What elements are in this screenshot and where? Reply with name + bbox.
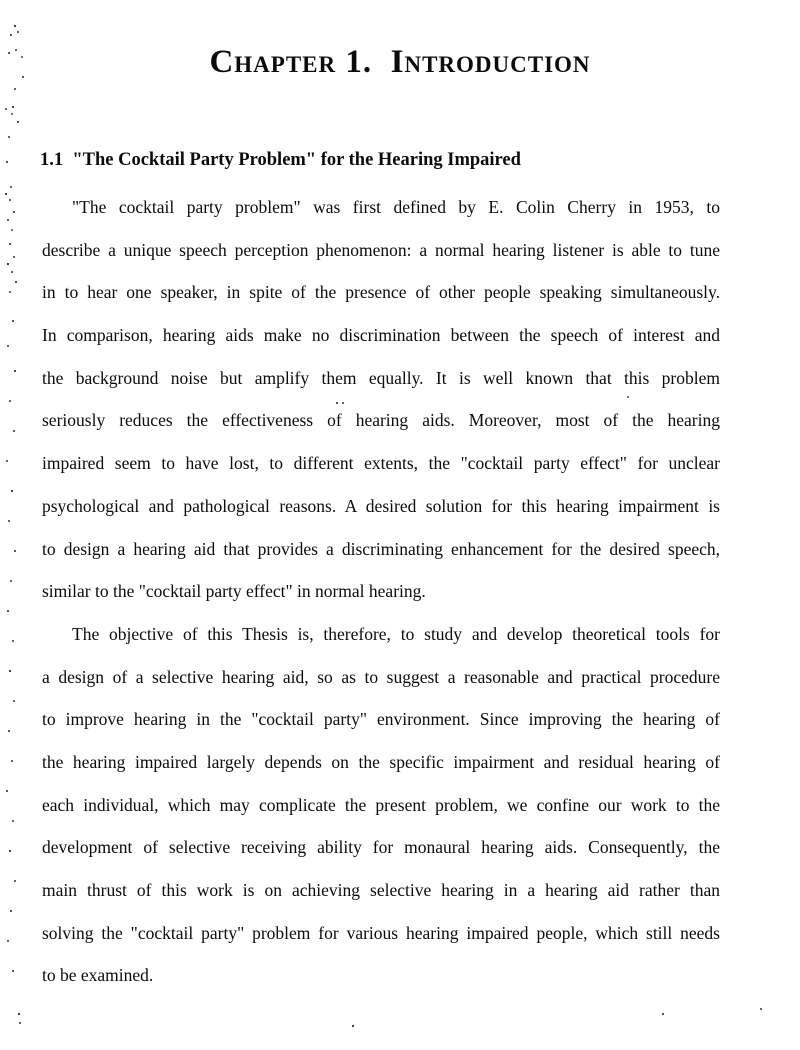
text-line: to design a hearing aid that provides a discriminating enhancement for the desired speech, [42, 538, 720, 559]
text-line: impaired seem to have lost, to different extents, the "cocktail party effect" for unclear [42, 453, 720, 474]
text-line: the hearing impaired largely depends on the specific impairment and residual hearing of [42, 751, 720, 772]
text-line: In comparison, hearing aids make no discrimination between the speech of interest and [42, 325, 720, 346]
text-line: The objective of this Thesis is, therefore, to study and develop theoretical tools for [72, 623, 720, 644]
body-text [42, 186, 720, 997]
text-line: the background noise but amplify them equally. It is well known that this problem [42, 367, 720, 388]
text-line: describe a unique speech perception phenomenon: a normal hearing listener is able to tune [42, 239, 720, 260]
text-line: to be examined. [42, 965, 154, 986]
text-line: seriously reduces the effectiveness of hearing aids. Moreover, most of the hearing [42, 410, 720, 431]
paragraph [42, 186, 720, 613]
chapter-title: Chapter 1. Introduction [209, 44, 591, 80]
text-line: development of selective receiving ability for monaural hearing aids. Consequently, the [42, 837, 720, 858]
text-line: similar to the "cocktail party effect" in normal hearing. [42, 581, 426, 602]
text-line: solving the "cocktail party" problem for various hearing impaired people, which still needs [42, 922, 720, 943]
text-line: in to hear one speaker, in spite of the presence of other people speaking simultaneously. [42, 282, 720, 303]
section-heading: 1.1 "The Cocktail Party Problem" for the Hearing Impaired [40, 150, 521, 170]
text-line: main thrust of this work is on achieving selective hearing in a hearing aid rather than [42, 880, 720, 900]
scan-noise-speckles [0, 0, 2, 2]
text-line: to improve hearing in the "cocktail party" environment. Since improving the hearing of [42, 709, 720, 730]
text-line: a design of a selective hearing aid, so as to suggest a reasonable and practical procedure [42, 666, 720, 687]
text-line: "The cocktail party problem" was first defined by E. Colin Cherry in 1953, to [72, 197, 720, 217]
text-line: psychological and pathological reasons. A desired solution for this hearing impairment is [42, 495, 720, 516]
text-line: each individual, which may complicate the present problem, we confine our work to the [42, 794, 720, 815]
paragraph [42, 613, 720, 997]
